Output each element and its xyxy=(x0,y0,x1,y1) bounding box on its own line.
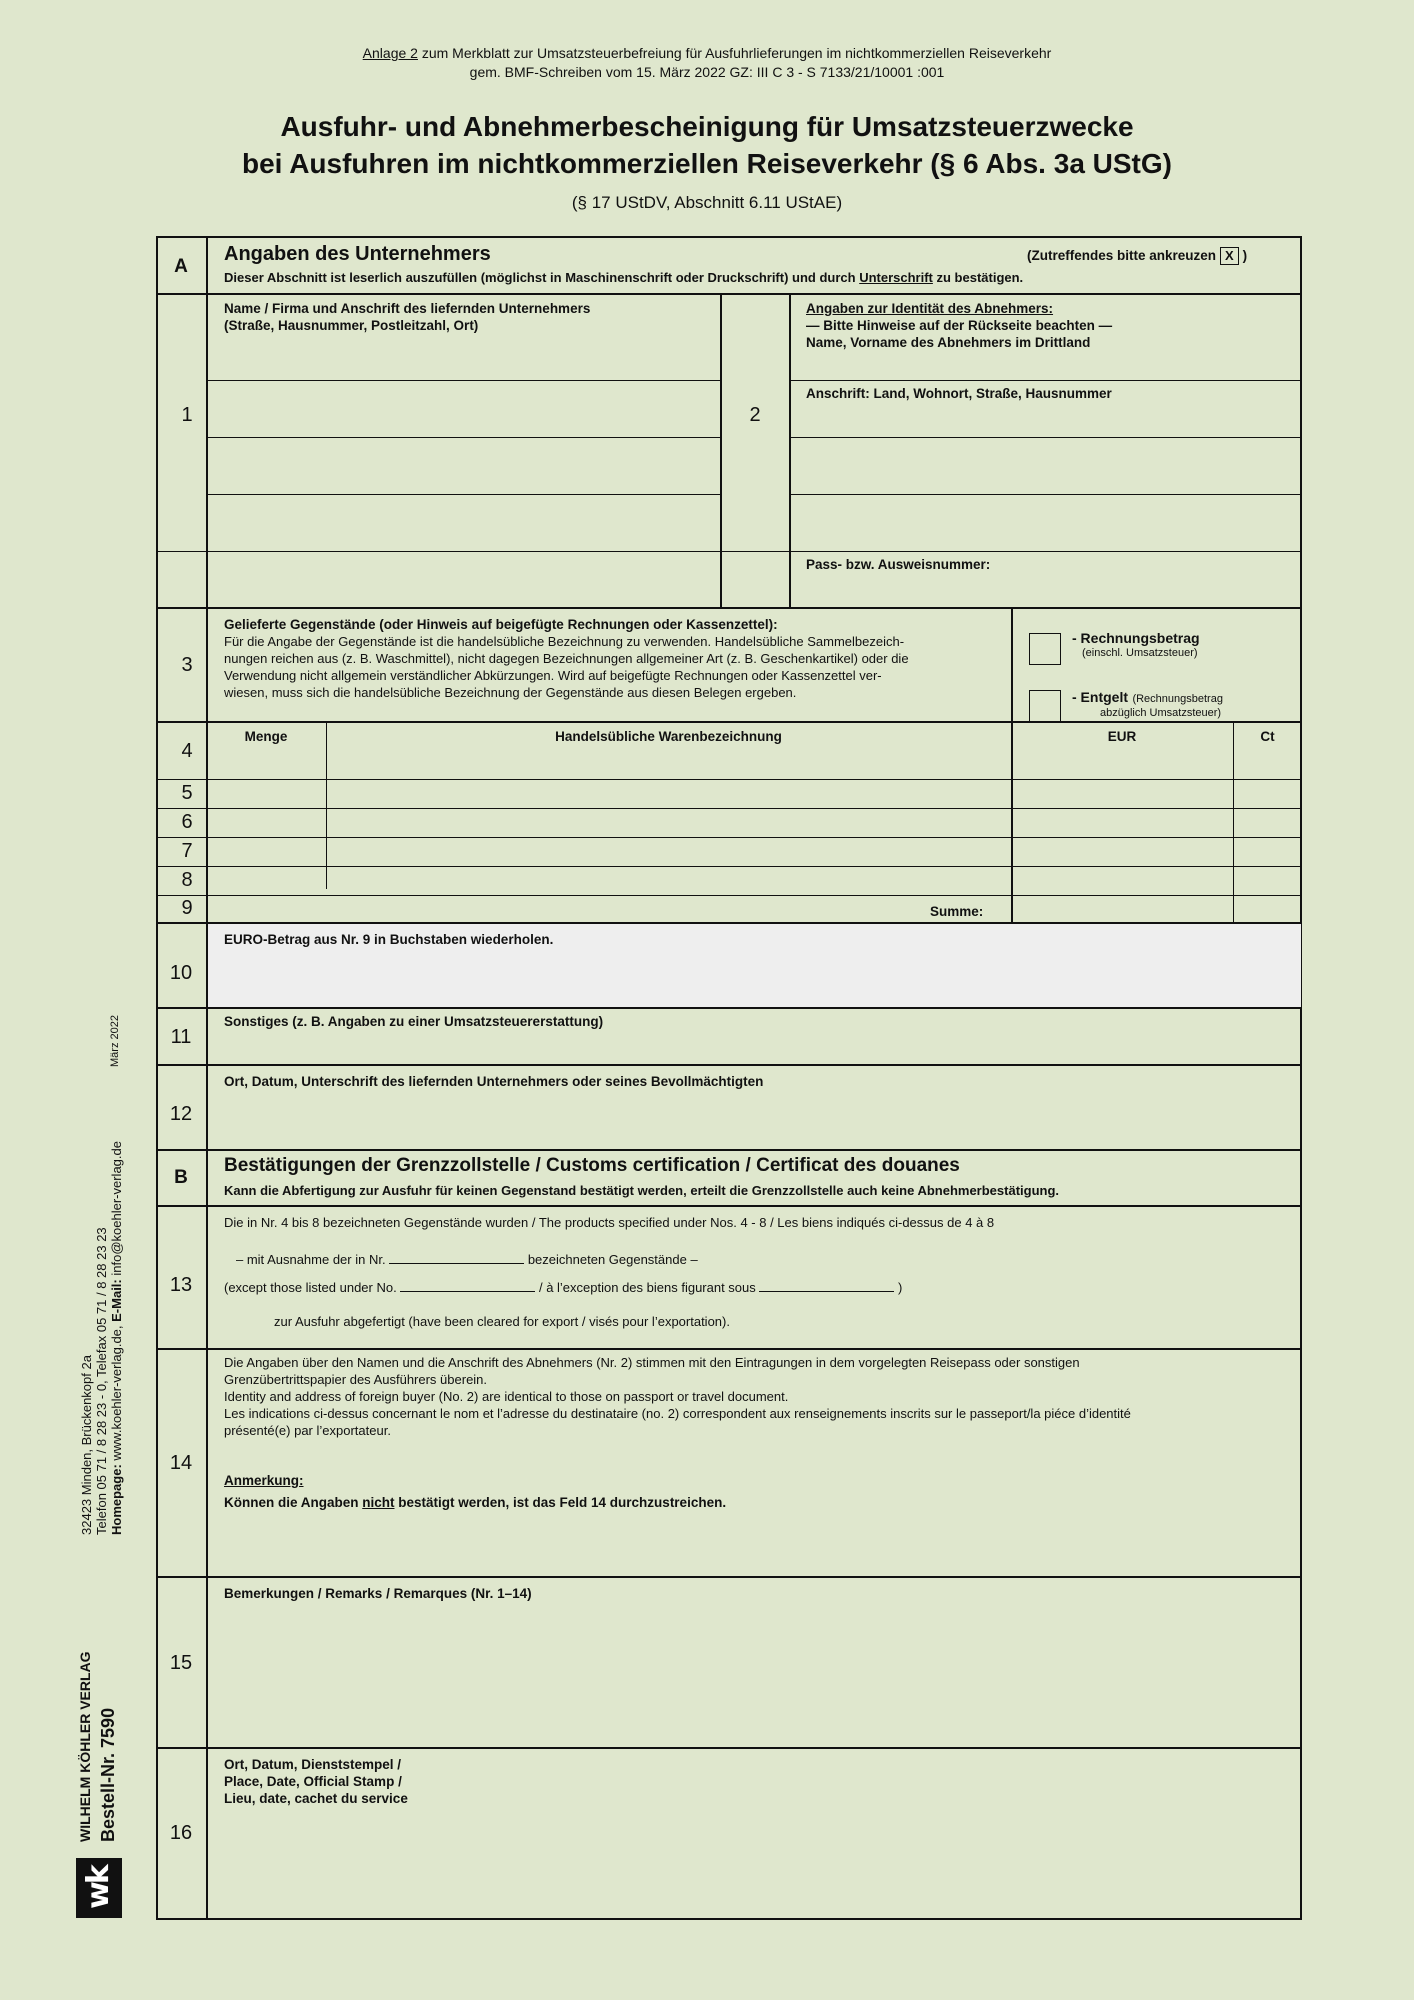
row-number: 6 xyxy=(181,811,193,833)
col-header-menge: Menge xyxy=(244,729,288,744)
field-1-input-line-3[interactable] xyxy=(208,496,718,549)
field-1-label: Name / Firma und Anschrift des liefernden Unternehmers (Straße, Hausnummer, Postleitzahl, Ort) xyxy=(224,301,591,333)
col-header-warenbezeichnung: Handelsübliche Warenbezeichnung xyxy=(555,729,782,744)
checkbox-entgelt[interactable] xyxy=(1029,690,1061,722)
field-12-number: 12 xyxy=(169,1103,193,1125)
sidebar-contact: Homepage: www.koehler-verlag.de, E-Mail: info@koehler-verlag.de xyxy=(109,1141,124,1535)
field-2-number: 2 xyxy=(749,404,761,426)
row-number: 9 xyxy=(181,897,193,919)
sidebar-phone: Telefon 05 71 / 8 28 23 - 0, Telefax 05 71 / 8 28 23 23 xyxy=(94,1227,109,1535)
header-note-link[interactable]: Anlage 2 xyxy=(362,45,418,61)
col-header-eur: EUR xyxy=(1107,729,1137,744)
field-13-line-4: zur Ausfuhr abgefertigt (have been cleared for export / visés pour l’exportation). xyxy=(274,1314,730,1329)
section-a-instruction: Dieser Abschnitt ist leserlich auszufüllen (möglichst in Maschinenschrift oder Druckschrift) und durch Unterschrift zu bestätigen. xyxy=(224,270,1024,285)
section-b-subheading: Kann die Abfertigung zur Ausfuhr für keinen Gegenstand bestätigt werden, erteilt die Grenzzollstelle auch keine Abnehmerbestätigung. xyxy=(224,1183,1060,1198)
field-13-line-2: – mit Ausnahme der in Nr. bezeichneten Gegenstände – xyxy=(236,1252,698,1267)
section-a-heading: Angaben des Unternehmers xyxy=(224,243,491,265)
field-13-exception-no-input[interactable] xyxy=(389,1263,524,1264)
row-number: 7 xyxy=(181,840,193,862)
field-13-line-3: (except those listed under No. / à l’exception des biens figurant sous ) xyxy=(224,1280,903,1295)
section-a-letter: A xyxy=(174,256,188,277)
row-number: 5 xyxy=(181,782,193,804)
field-14-number: 14 xyxy=(169,1452,193,1474)
field-11-label: Sonstiges (z. B. Angaben zu einer Umsatzsteuererstattung) xyxy=(224,1014,604,1029)
checkbox-rechnungsbetrag[interactable] xyxy=(1029,633,1061,665)
field-11-number: 11 xyxy=(170,1026,192,1048)
field-12-label: Ort, Datum, Unterschrift des liefernden Unternehmers oder seines Bevollmächtigten xyxy=(224,1074,764,1089)
field-13-line-1: Die in Nr. 4 bis 8 bezeichneten Gegenstände wurden / The products specified under Nos. 4 - 8 / Les biens indiqués ci-dessus de 4 à 8 xyxy=(224,1215,995,1230)
publisher-logo: wk xyxy=(76,1858,122,1918)
option-rechnungsbetrag: - Rechnungsbetrag (einschl. Umsatzsteuer) xyxy=(1072,630,1200,659)
field-2-address-label: Anschrift: Land, Wohnort, Straße, Hausnummer xyxy=(806,386,1112,401)
option-entgelt: - Entgelt (Rechnungsbetrag abzüglich Umsatzsteuer) xyxy=(1072,689,1223,719)
sidebar-mail-link[interactable]: info@koehler-verlag.de xyxy=(109,1141,124,1280)
field-2-label: Angaben zur Identität des Abnehmers: — Bitte Hinweise auf der Rückseite beachten — Name, Vorname des Abnehmers im Drittland xyxy=(806,301,1113,350)
section-b-heading: Bestätigungen der Grenzzollstelle / Customs certification / Certificat des douanes xyxy=(224,1155,960,1176)
field-2-address-input-1[interactable] xyxy=(791,439,1300,492)
field-10-label: EURO-Betrag aus Nr. 9 in Buchstaben wiederholen. xyxy=(224,932,554,947)
sidebar-date: März 2022 xyxy=(109,1015,121,1067)
row-number: 8 xyxy=(181,869,193,891)
sidebar-order-no: Bestell-Nr. 7590 xyxy=(98,1707,118,1842)
field-2-address-input-2[interactable] xyxy=(791,496,1300,549)
section-b-letter: B xyxy=(174,1167,188,1188)
sidebar-web-link[interactable]: www.koehler-verlag.de, xyxy=(109,1321,124,1465)
field-2-passport-label: Pass- bzw. Ausweisnummer: xyxy=(806,557,991,572)
field-16-number: 16 xyxy=(169,1822,193,1844)
field-14-note: Anmerkung: Können die Angaben nicht bestätigt werden, ist das Feld 14 durchzustreichen. xyxy=(224,1473,727,1510)
header-note: Anlage 2 zum Merkblatt zur Umsatzsteuerbefreiung für Ausfuhrlieferungen im nichtkommerziellen Reiseverkehr gem. BMF-Schreiben vom 15. März 2022 GZ: III C 3 - S 7133/21/10001 :001 xyxy=(362,45,1052,80)
field-16-label: Ort, Datum, Dienststempel / Place, Date, Official Stamp / Lieu, date, cachet du service xyxy=(224,1757,408,1806)
field-1-input-line-2[interactable] xyxy=(208,439,718,492)
field-3-text: Gelieferte Gegenstände (oder Hinweis auf beigefügte Rechnungen oder Kassenzettel): Für die Angabe der Gegenstände ist die handelsübliche Bezeichnung zu verwenden. Handelsübliche Sammelbezeich- nungen reichen aus (z. B. Waschmittel), nicht dagegen Bezeichnungen allgemeiner Art (z. B. Geschenkartikel) oder die Verwendung nicht allgemein verständlicher Abkürzungen. Wird auf beigefügte Rechnungen oder Kassenzettel ver- wiesen, muss sich die handelsübliche Bezeichnung der Gegenstände aus diesen Belegen ergeben. xyxy=(224,617,909,700)
field-15-number: 15 xyxy=(169,1652,193,1674)
field-3-number: 3 xyxy=(181,654,193,676)
field-13-exception-fr-input[interactable] xyxy=(759,1291,894,1292)
field-1-input-line-1[interactable] xyxy=(208,382,718,435)
field-1-number: 1 xyxy=(181,404,193,426)
page-title: Ausfuhr- und Abnehmerbescheinigung für Umsatzsteuerzwecke bei Ausfuhren im nichtkommerziellen Reiseverkehr (§ 6 Abs. 3a UStG) xyxy=(242,111,1172,179)
row-number: 4 xyxy=(181,740,193,762)
page-subtitle: (§ 17 UStDV, Abschnitt 6.11 UStAE) xyxy=(571,193,843,212)
field-10-number: 10 xyxy=(169,962,193,984)
col-header-ct: Ct xyxy=(1260,729,1275,744)
field-13-number: 13 xyxy=(169,1274,193,1296)
field-13-except-no-input[interactable] xyxy=(400,1291,535,1292)
check-example-box: X xyxy=(1220,247,1239,265)
sidebar-publisher: WILHELM KÖHLER VERLAG xyxy=(77,1651,93,1842)
sidebar-address: 32423 Minden, Brückenkopf 2a xyxy=(79,1355,94,1535)
field-15-label: Bemerkungen / Remarks / Remarques (Nr. 1–14) xyxy=(224,1586,532,1601)
sum-label: Summe: xyxy=(930,904,984,919)
check-hint: (Zutreffendes bitte ankreuzen X ) xyxy=(1027,248,1248,263)
field-14-text: Die Angaben über den Namen und die Anschrift des Abnehmers (Nr. 2) stimmen mit den Eintragungen in dem vorgelegten Reisepass oder sonstigen Grenzübertrittspapier des Ausführers überein. Identity and address of foreign buyer (No. 2) are identical to those on passport or travel document. Les indications ci-dessus concernant le nom et l’adresse du destinataire (no. 2) correspondent aux renseignements inscrits sur le passeport/la piéce d’identité présenté(e) par l’exportateur. xyxy=(224,1355,1131,1438)
